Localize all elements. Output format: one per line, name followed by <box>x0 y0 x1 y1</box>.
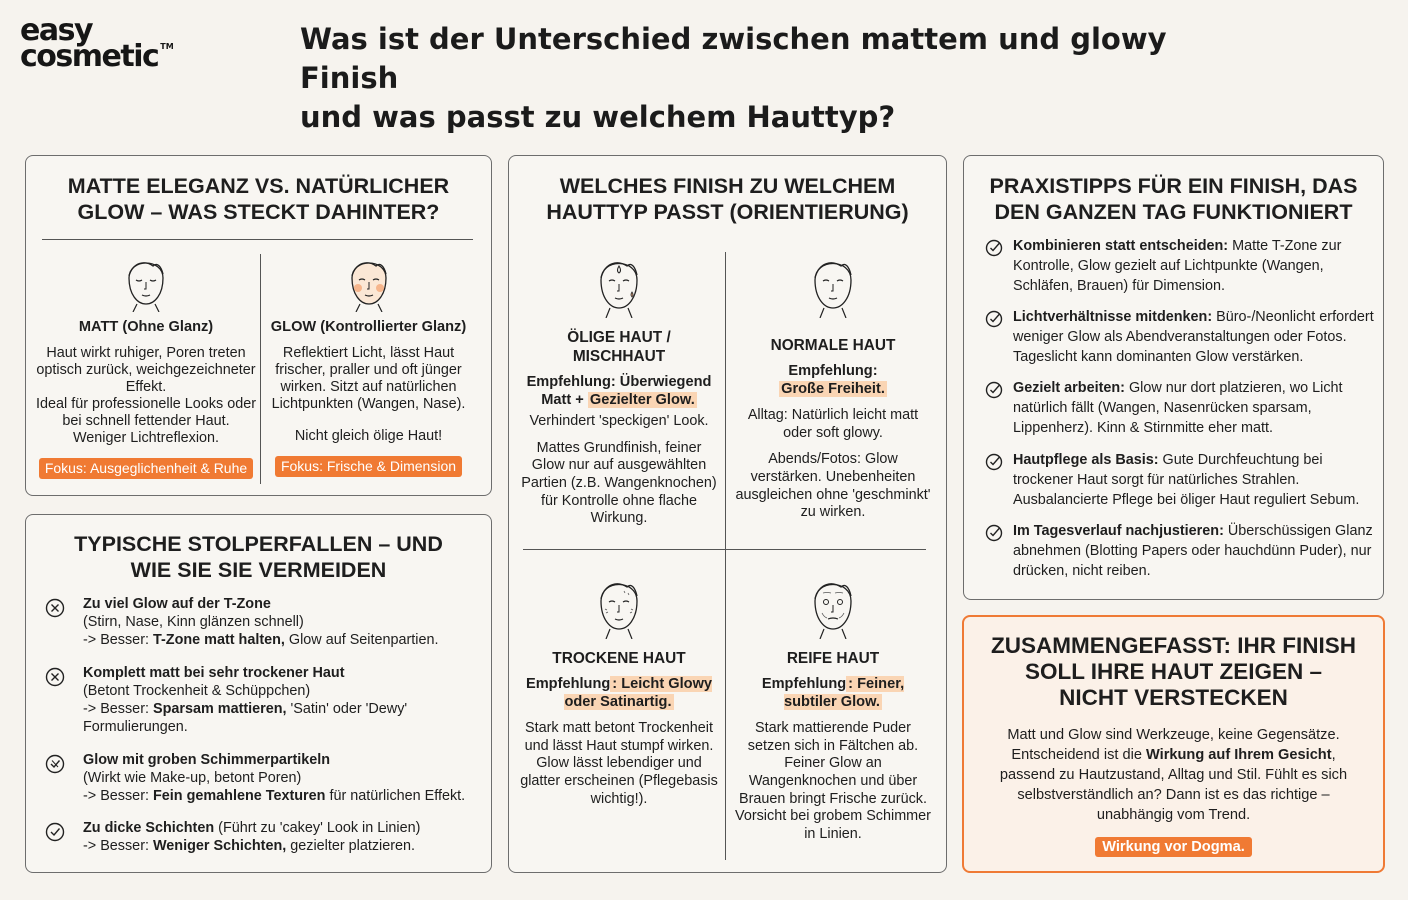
matt-text-3: Weniger Lichtreflexion. <box>72 430 220 446</box>
brand-line-2: cosmetic ™ <box>20 38 174 74</box>
normal-heading: NORMALE HAUT <box>770 337 896 354</box>
panel-matte-vs-glow <box>25 155 492 496</box>
panel-title: ZUSAMMENGEFASST: IHR FINISH SOLL IHRE HAUT ZEIGEN – NICHT VERSTECKEN <box>990 633 1356 710</box>
panel-title: WELCHES FINISH ZU WELCHEM HAUTTYP PASST (ORIENTIERUNG) <box>546 174 909 224</box>
pitfall-item: Zu dicke Schichten (Führt zu 'cakey' Look in Linien) -> Besser: Weniger Schichten, gezielter platzieren. <box>44 819 478 855</box>
matt-column <box>36 248 256 479</box>
glow-text-2: Nicht gleich ölige Haut! <box>294 428 443 444</box>
brand-line-1: easy <box>20 13 93 48</box>
oily-heading: ÖLIGE HAUT / MISCHHAUT <box>567 329 671 365</box>
pitfall-item: Komplett matt bei sehr trockener Haut (Betont Trockenheit & Schüppchen) -> Besser: Sparsam mattieren, 'Satin' oder 'Dewy' Formulierungen. <box>44 664 478 736</box>
glow-heading: GLOW (Kontrollierter Glanz) <box>270 319 467 335</box>
panel-title: TYPISCHE STOLPERFALLEN – UND WIE SIE SIE VERMEIDEN <box>74 532 443 582</box>
check-circle-icon <box>44 821 66 843</box>
face-oily-icon <box>594 248 644 318</box>
tip-item: Kombinieren statt entscheiden: Matte T-Zone zur Kontrolle, Glow gezielt auf Lichtpunkte (Wangen, Schläfen, Brauen) für Dimension. <box>984 237 1375 296</box>
face-normal-icon <box>808 248 858 318</box>
mature-text-1: Stark mattierende Puder setzen sich in Fältchen ab. Feiner Glow an Wangenknochen und über Brauen bringt Frische zurück. Vorsicht bei grobem Schimmer in Linien. <box>735 720 931 842</box>
matt-text: Haut wirkt ruhiger, Poren treten optisch zurück, weichgezeichneter Effekt. <box>36 345 256 395</box>
skin-type-mature <box>735 569 931 843</box>
panel-tips <box>963 155 1384 600</box>
summary-text: Matt und Glow sind Werkzeuge, keine Gegensätze. Entscheidend ist die Wirkung auf Ihrem Gesicht, passend zu Hautzustand, Alltag und Stil. Fühlt es sich selbstverständlich an? Dann ist es das richtige – unabhängig vom Trend. <box>999 727 1348 823</box>
check-circle-icon <box>984 238 1004 258</box>
panel-summary <box>962 615 1385 873</box>
pitfall-item: Zu viel Glow auf der T-Zone (Stirn, Nase, Kinn glänzen schnell) -> Besser: T-Zone matt halten, Glow auf Seitenpartien. <box>44 595 478 649</box>
dry-recommendation: Empfehlung : Leicht Glowy oder Satinartig. <box>525 676 713 710</box>
divider <box>725 252 726 860</box>
matt-heading: MATT (Ohne Glanz) <box>78 319 214 335</box>
oily-recommendation: Empfehlung: Überwiegend Matt + Gezielter Glow. <box>526 374 712 408</box>
summary-badge: Wirkung vor Dogma. <box>1095 837 1252 857</box>
matt-focus-badge: Fokus: Ausgeglichenheit & Ruhe <box>39 458 253 479</box>
tip-item: Im Tagesverlauf nachjustieren: Überschüssigen Glanz abnehmen (Blotting Papers oder hauchdünn Puder), nur drücken, nicht reiben. <box>984 522 1375 581</box>
mature-recommendation: Empfehlung : Feiner, subtiler Glow. <box>761 676 905 710</box>
normal-text-2: Abends/Fotos: Glow verstärken. Unebenheiten ausgleichen ohne 'geschminkt' zu wirken. <box>735 451 931 521</box>
dry-text-1: Stark matt betont Trockenheit und lässt Haut stumpf wirken. Glow lässt lebendiger und glatter erscheinen (Pflegebasis wichtig!). <box>520 720 718 807</box>
tip-item: Lichtverhältnisse mitdenken: Büro-/Neonlicht erfordert weniger Glow als Abendveranstaltungen oder Fotos. Tageslicht kann dominanten Glow verstärken. <box>984 308 1375 367</box>
check-circle-icon <box>984 309 1004 329</box>
skin-type-normal <box>735 248 931 522</box>
divider <box>260 254 261 484</box>
tip-item: Hautpflege als Basis: Gute Durchfeuchtung bei trockener Haut sorgt für natürliches Strahlen. Ausbalancierte Pflege bei öliger Haut reguliert Sebum. <box>984 451 1375 510</box>
brand-logo <box>20 13 174 74</box>
title-line-2: und was passt zu welchem Hauttyp? <box>300 100 896 134</box>
check-x-circle-icon <box>44 753 66 775</box>
face-mature-icon <box>808 569 858 639</box>
pitfall-item: Glow mit groben Schimmerpartikeln (Wirkt wie Make-up, betont Poren) -> Besser: Fein gemahlene Texturen für natürlichen Effekt. <box>44 751 478 805</box>
check-circle-icon <box>984 380 1004 400</box>
normal-recommendation: Empfehlung: Große Freiheit. <box>781 363 885 397</box>
check-circle-icon <box>984 452 1004 472</box>
mature-heading: REIFE HAUT <box>786 650 880 667</box>
panel-title: PRAXISTIPPS FÜR EIN FINISH, DAS DEN GANZEN TAG FUNKTIONIERT <box>989 174 1358 224</box>
glow-focus-badge: Fokus: Frische & Dimension <box>275 456 462 477</box>
page-title <box>300 20 1260 137</box>
panel-skin-types <box>508 155 947 873</box>
panel-title: MATTE ELEGANZ VS. NATÜRLICHER GLOW – WAS STECKT DAHINTER? <box>67 174 450 224</box>
oily-text-1: Verhindert 'speckigen' Look. <box>529 413 709 430</box>
title-line-1: Was ist der Unterschied zwischen mattem und glowy Finish <box>300 22 1167 95</box>
dry-heading: TROCKENE HAUT <box>552 650 686 667</box>
skin-type-oily <box>519 248 719 528</box>
matt-text-2: Ideal für professionelle Looks oder bei schnell fettender Haut. <box>36 396 256 429</box>
normal-text-1: Alltag: Natürlich leicht matt oder soft glowy. <box>747 407 919 441</box>
x-circle-icon <box>44 666 66 688</box>
check-circle-icon <box>984 523 1004 543</box>
glow-column <box>266 248 471 477</box>
tip-item: Gezielt arbeiten: Glow nur dort platzieren, wo Licht natürlich fällt (Wangen, Nasenrücken sparsam, Lippenherz). Kinn & Stirnmitte eher matt. <box>984 379 1375 438</box>
skin-type-dry <box>519 569 719 808</box>
glow-text: Reflektiert Licht, lässt Haut frischer, praller und oft jünger wirken. Sitzt auf natürlichen Lichtpunkten (Wangen, Nase). <box>271 345 466 412</box>
face-matte-icon <box>123 248 169 312</box>
oily-text-2: Mattes Grundfinish, feiner Glow nur auf ausgewählten Partien (z.B. Wangenknochen) für Kontrolle ohne flache Wirkung. <box>521 439 717 527</box>
divider <box>42 239 473 240</box>
panel-pitfalls <box>25 514 492 873</box>
face-dry-icon <box>594 569 644 639</box>
x-circle-icon <box>44 597 66 619</box>
face-glow-icon <box>346 248 392 312</box>
